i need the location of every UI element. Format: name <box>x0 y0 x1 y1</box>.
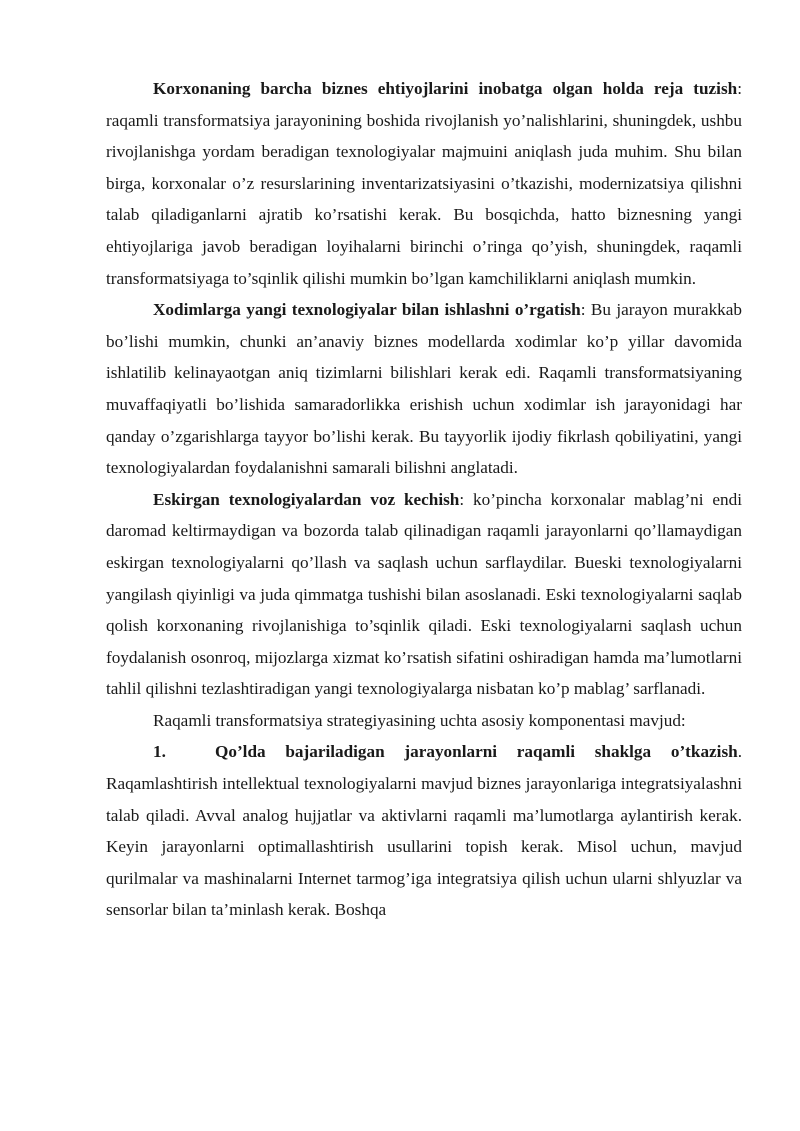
list-item-body: . Raqamlashtirish intellektual texnologiyalarni mavjud biznes jarayonlariga integratsiyalashni talab qiladi. Avval analog hujjatlar va aktivlarni raqamli ma’lumotlarga aylantirish kerak. Keyin jarayonlarni optimallashtirish usullarini topish kerak. Misol uchun, mavjud qurilmalar va mashinalarni Internet tarmog’iga integratsiya qilish uchun ularni shlyuzlar va sensorlar bilan ta’minlash kerak. Boshqa <box>106 742 742 920</box>
paragraph-staff-training <box>106 294 742 484</box>
paragraph-heading: Korxonaning barcha biznes ehtiyojlarini inobatga olgan holda reja tuzish <box>153 79 738 98</box>
paragraph-heading: Eskirgan texnologiyalardan voz kechish <box>153 489 460 509</box>
paragraph-business-planning <box>106 73 742 294</box>
list-item-1 <box>106 736 742 926</box>
list-item-heading: Qo’lda bajariladigan jarayonlarni raqamli shaklga o’tkazish <box>215 742 738 762</box>
paragraph-body: : raqamli transformatsiya jarayonining boshida rivojlanish yo’nalishlarini, shuningdek, ushbu rivojlanishga yordam beradigan texnologiyalar majmuini aniqlash juda muhim. Shu bilan birga, korxonalar o’z resurslarining inventarizatsiyasini o’tkazishi, modernizatsiya qilishni talab qiladiganlarni ajratib ko’rsatishi kerak. Bu bosqichda, hatto biznesning yangi ehtiyojlariga javob beradigan loyihalarni birinchi o’ringa qo’yish, shuningdek, raqamli transformatsiyaga to’sqinlik qilishi mumkin bo’lgan kamchiliklarni aniqlash mumkin. <box>106 79 742 288</box>
paragraph-legacy-tech <box>106 484 742 705</box>
paragraph-body: : Bu jarayon murakkab bo’lishi mumkin, chunki an’anaviy biznes modellarda xodimlar ko’p yillar davomida ishlatilib kelinayaotgan aniq tizimlarni bilishlari kerak edi. Raqamli transformatsiyaning muvaffaqiyatli bo’lishida samaradorlikka erishish uchun xodimlar ish jarayonidagi har qanday o’zgarishlarga tayyor bo’lishi kerak. Bu tayyorlik ijodiy fikrlash qobiliyatini, yangi texnologiyalardan foydalanishni samarali bilishni anglatadi. <box>106 300 742 478</box>
paragraph-intro: Raqamli transformatsiya strategiyasining uchta asosiy komponentasi mavjud: <box>153 710 686 730</box>
paragraph-heading: Xodimlarga yangi texnologiyalar bilan ishlashni o’rgatish <box>153 300 581 320</box>
list-item-number: 1. <box>153 742 166 762</box>
paragraph-body: : ko’pincha korxonalar mablag’ni endi daromad keltirmaydigan va bozorda talab qilinadigan raqamli jarayonlarni qo’llamaydigan eskirgan texnologiyalarni qo’llash va saqlash uchun sarflaydilar. Bueski texnologiyalarni yangilash qiyinligi va juda qimmatga tushishi bilan asoslanadi. Eski texnologiyalarni saqlab qolish korxonaning rivojlanishiga to’sqinlik qiladi. Eski texnologiyalarni saqlash uchun foydalanish osonroq, mijozlarga xizmat ko’rsatish sifatini oshiradigan hamda ma’lumotlarni tahlil qilishni tezlashtiradigan yangi texnologiyalarga nisbatan ko’p mablag’ sarflanadi. <box>106 489 742 699</box>
